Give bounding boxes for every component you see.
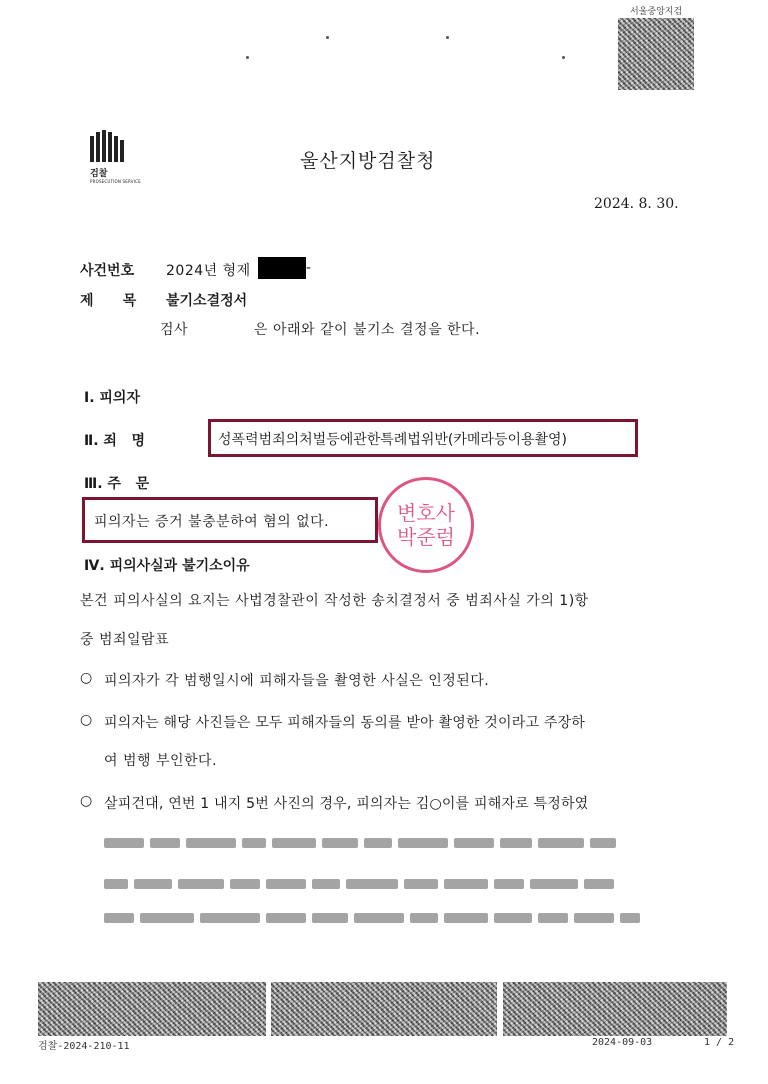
case-number-suffix: - — [306, 260, 312, 276]
document-date: 2024. 8. 30. — [594, 196, 679, 212]
body-line-1: 본건 피의사실의 요지는 사법경찰관이 작성한 송치결정서 중 범죄사실 가의 1)항 — [80, 593, 589, 609]
scan-mark — [246, 56, 249, 59]
logo-text: 검찰 — [90, 169, 108, 179]
lawyer-seal — [378, 477, 474, 573]
barcode-block-left — [38, 982, 266, 1036]
bullet-icon: ○ — [80, 793, 93, 809]
section-charge-label: Ⅱ. 죄 명 — [84, 433, 146, 449]
section-disposition-label: Ⅲ. 주 문 — [84, 476, 150, 492]
seal-line-2: 박준럼 — [397, 525, 455, 549]
scan-mark — [326, 36, 329, 39]
office-stamp-label: 서울중앙지검 — [630, 7, 683, 17]
prosecution-logo — [90, 130, 141, 184]
bullet-text-2a: 피의자는 해당 사진들은 모두 피해자들의 동의를 받아 촬영한 것이라고 주장하 — [104, 715, 586, 731]
qr-code — [618, 18, 694, 90]
bullet-text-2b: 여 범행 부인한다. — [104, 753, 218, 769]
scan-mark — [446, 36, 449, 39]
barcode-block-right — [503, 982, 727, 1036]
seal-line-1: 변호사 — [397, 501, 455, 525]
footer-page: 1 / 2 — [704, 1037, 735, 1048]
case-number-value: 2024년 형제 — [166, 263, 251, 279]
footer-date: 2024-09-03 — [592, 1037, 653, 1048]
charge-value: 성폭력범죄의처벌등에관한특례법위반(카메라등이용촬영) — [218, 432, 568, 448]
section-suspect: Ⅰ. 피의자 — [84, 390, 140, 406]
blurred-text-line — [104, 873, 620, 885]
blurred-text-line — [104, 832, 622, 844]
case-number-label: 사건번호 — [80, 263, 135, 279]
body-line-2: 중 범죄일람표 — [80, 632, 170, 648]
disposition-value: 피의자는 증거 불충분하여 혐의 없다. — [94, 514, 330, 530]
intro-prefix: 검사 — [160, 322, 189, 338]
bullet-icon: ○ — [80, 712, 93, 728]
redaction-block — [258, 257, 306, 279]
subject-label: 제 목 — [80, 293, 137, 309]
logo-bars-icon — [90, 130, 141, 162]
intro-text: 은 아래와 같이 불기소 결정을 한다. — [254, 322, 481, 338]
footer-doc-id: 검찰-2024-210-11 — [38, 1041, 130, 1052]
bullet-text-3: 살피건대, 연번 1 내지 5번 사진의 경우, 피의자는 김○이를 피해자로 특정하였 — [104, 796, 589, 812]
page-title: 울산지방검찰청 — [300, 150, 436, 172]
barcode-block-middle — [271, 982, 497, 1036]
scan-mark — [562, 56, 565, 59]
bullet-icon: ○ — [80, 670, 93, 686]
subject-value: 불기소결정서 — [166, 293, 248, 309]
bullet-text-1: 피의자가 각 범행일시에 피해자들을 촬영한 사실은 인정된다. — [104, 673, 490, 689]
logo-subtext: PROSECUTION SERVICE — [90, 179, 141, 184]
blurred-text-line — [104, 907, 646, 919]
section-facts: Ⅳ. 피의사실과 불기소이유 — [84, 558, 250, 574]
